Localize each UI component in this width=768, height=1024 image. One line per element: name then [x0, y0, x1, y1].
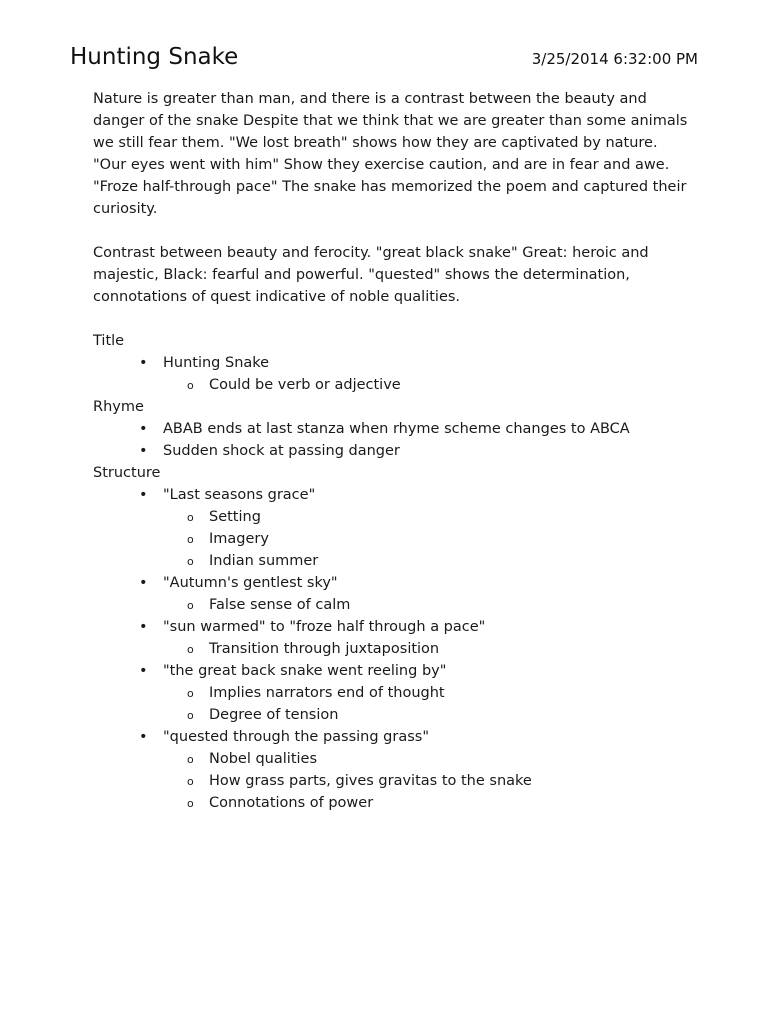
sub-list-item: o Implies narrators end of thought	[93, 682, 693, 704]
sub-list-item: o Nobel qualities	[93, 748, 693, 770]
sub-list-item: o Transition through juxtaposition	[93, 638, 693, 660]
sub-list-item: o Connotations of power	[93, 792, 693, 814]
bullet-list	[93, 418, 693, 462]
section-heading: Title	[93, 333, 125, 349]
paragraph: Nature is greater than man, and there is a contrast between the beauty and danger of the snake Despite that we think that we are greater than some animals we still fear them. "We lost breath" shows how they are captivated by nature. "Our eyes went with him" Show they exercise caution, and are in fear and awe. "Froze half-through pace" The snake has memorized the poem and captured their curiosity.	[93, 91, 688, 217]
list-item: • "sun warmed" to "froze half through a pace"	[93, 616, 693, 638]
list-item: • "the great back snake went reeling by"	[93, 660, 693, 682]
list-item: • Hunting Snake	[93, 352, 693, 374]
list-item: • Sudden shock at passing danger	[93, 440, 693, 462]
list-item: • "quested through the passing grass"	[93, 726, 693, 748]
bullet-list	[93, 484, 693, 814]
section-heading: Rhyme	[93, 399, 144, 415]
sub-list-item: o Indian summer	[93, 550, 693, 572]
document-timestamp: 3/25/2014 6:32:00 PM	[531, 50, 698, 68]
document-body	[93, 88, 693, 814]
document-title: Hunting Snake	[70, 44, 239, 70]
list-item: • "Autumn's gentlest sky"	[93, 572, 693, 594]
sub-list-item: o False sense of calm	[93, 594, 693, 616]
sub-list-item: o Could be verb or adjective	[93, 374, 693, 396]
bullet-list	[93, 352, 693, 396]
paragraph: Contrast between beauty and ferocity. "great black snake" Great: heroic and majestic, Black: fearful and powerful. "quested" shows the determination, connotations of quest indicative of noble qualities.	[93, 245, 649, 305]
sub-list-item: o How grass parts, gives gravitas to the snake	[93, 770, 693, 792]
sub-list-item: o Setting	[93, 506, 693, 528]
sub-list-item: o Degree of tension	[93, 704, 693, 726]
section-heading: Structure	[93, 465, 161, 481]
sub-list-item: o Imagery	[93, 528, 693, 550]
list-item: • ABAB ends at last stanza when rhyme scheme changes to ABCA	[93, 418, 693, 440]
list-item: • "Last seasons grace"	[93, 484, 693, 506]
